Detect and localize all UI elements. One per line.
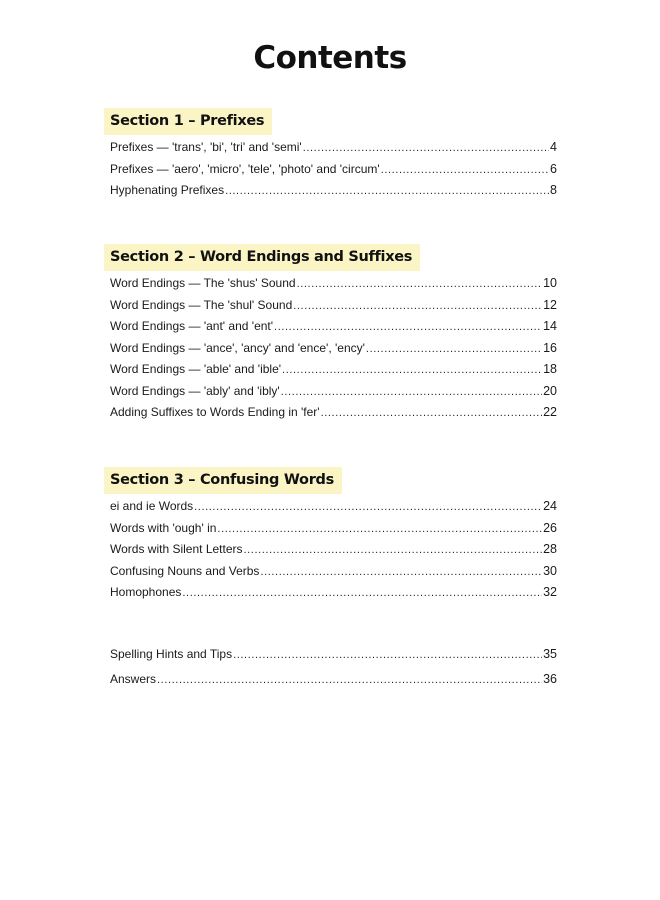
toc-entry-page: 36 <box>543 672 557 686</box>
toc-entry[interactable] <box>110 183 557 205</box>
dot-leader <box>244 544 543 556</box>
dot-leader <box>260 566 542 578</box>
dot-leader <box>282 364 542 376</box>
toc-entry-label: Word Endings — The 'shus' Sound <box>110 276 296 290</box>
toc-entry-label: Confusing Nouns and Verbs <box>110 563 260 578</box>
toc-entry-page: 8 <box>550 183 557 197</box>
toc-entry-label: Word Endings — The 'shul' Sound <box>110 297 293 312</box>
dot-leader <box>157 674 542 686</box>
toc-entry-label: Adding Suffixes to Words Ending in 'fer' <box>110 405 320 419</box>
toc-entry-page: 14 <box>543 319 557 333</box>
toc-entry-label: Word Endings — 'ance', 'ancy' and 'ence', 'ency' <box>110 340 365 355</box>
dot-leader <box>293 300 542 312</box>
extras-list <box>110 647 557 694</box>
toc-entry-page: 12 <box>543 297 557 312</box>
toc-entry-page: 26 <box>543 520 557 535</box>
toc-entry-label: Words with Silent Letters <box>110 542 243 556</box>
toc-entry-page: 4 <box>550 140 557 154</box>
section-1-list <box>110 140 557 205</box>
toc-entry[interactable] <box>110 276 557 298</box>
dot-leader <box>297 278 543 290</box>
toc-entry-page: 28 <box>543 542 557 556</box>
toc-entry[interactable] <box>110 140 557 162</box>
toc-entry-page: 35 <box>543 647 557 661</box>
section-2-list <box>110 276 557 427</box>
toc-entry-label: Word Endings — 'ant' and 'ent' <box>110 319 274 333</box>
toc-entry[interactable] <box>110 647 557 672</box>
toc-entry-label: Spelling Hints and Tips <box>110 647 233 661</box>
toc-entry-label: Word Endings — 'ably' and 'ibly' <box>110 383 280 398</box>
toc-entry-page: 22 <box>543 405 557 419</box>
dot-leader <box>381 164 549 176</box>
dot-leader <box>217 523 542 535</box>
dot-leader <box>233 649 542 661</box>
dot-leader <box>366 343 542 355</box>
toc-entry-label: Word Endings — 'able' and 'ible' <box>110 362 282 376</box>
toc-entry-label: Prefixes — 'trans', 'bi', 'tri' and 'semi' <box>110 140 302 154</box>
dot-leader <box>182 587 542 599</box>
toc-entry-page: 20 <box>543 383 557 398</box>
toc-entry-label: Prefixes — 'aero', 'micro', 'tele', 'photo' and 'circum' <box>110 161 380 176</box>
toc-entry[interactable] <box>110 162 557 184</box>
toc-entry-page: 30 <box>543 563 557 578</box>
toc-entry-label: Answers <box>110 672 157 686</box>
toc-entry[interactable] <box>110 542 557 564</box>
section-1-heading: Section 1 – Prefixes <box>104 108 272 135</box>
toc-entry[interactable] <box>110 362 557 384</box>
section-3-list <box>110 499 557 607</box>
toc-entry[interactable] <box>110 341 557 363</box>
dot-leader <box>321 407 543 419</box>
toc-entry-page: 16 <box>543 340 557 355</box>
toc-entry[interactable] <box>110 499 557 521</box>
toc-entry[interactable] <box>110 298 557 320</box>
page-title: Contents <box>253 40 407 76</box>
dot-leader <box>274 321 542 333</box>
toc-entry-page: 10 <box>543 276 557 290</box>
toc-entry-label: Hyphenating Prefixes <box>110 183 225 197</box>
dot-leader <box>194 501 542 513</box>
toc-entry-label: Homophones <box>110 585 182 599</box>
toc-entry[interactable] <box>110 672 557 694</box>
dot-leader <box>303 142 549 154</box>
section-3-heading: Section 3 – Confusing Words <box>104 467 342 494</box>
toc-entry-label: ei and ie Words <box>110 499 194 513</box>
toc-entry[interactable] <box>110 319 557 341</box>
dot-leader <box>225 185 549 197</box>
toc-entry-page: 6 <box>550 161 557 176</box>
toc-entry[interactable] <box>110 405 557 427</box>
toc-entry-label: Words with 'ough' in <box>110 520 217 535</box>
dot-leader <box>281 386 542 398</box>
toc-entry-page: 24 <box>543 499 557 513</box>
toc-entry[interactable] <box>110 564 557 586</box>
toc-entry-page: 32 <box>543 585 557 599</box>
toc-entry[interactable] <box>110 384 557 406</box>
toc-entry-page: 18 <box>543 362 557 376</box>
toc-entry[interactable] <box>110 585 557 607</box>
section-2-heading: Section 2 – Word Endings and Suffixes <box>104 244 420 271</box>
toc-entry[interactable] <box>110 521 557 543</box>
